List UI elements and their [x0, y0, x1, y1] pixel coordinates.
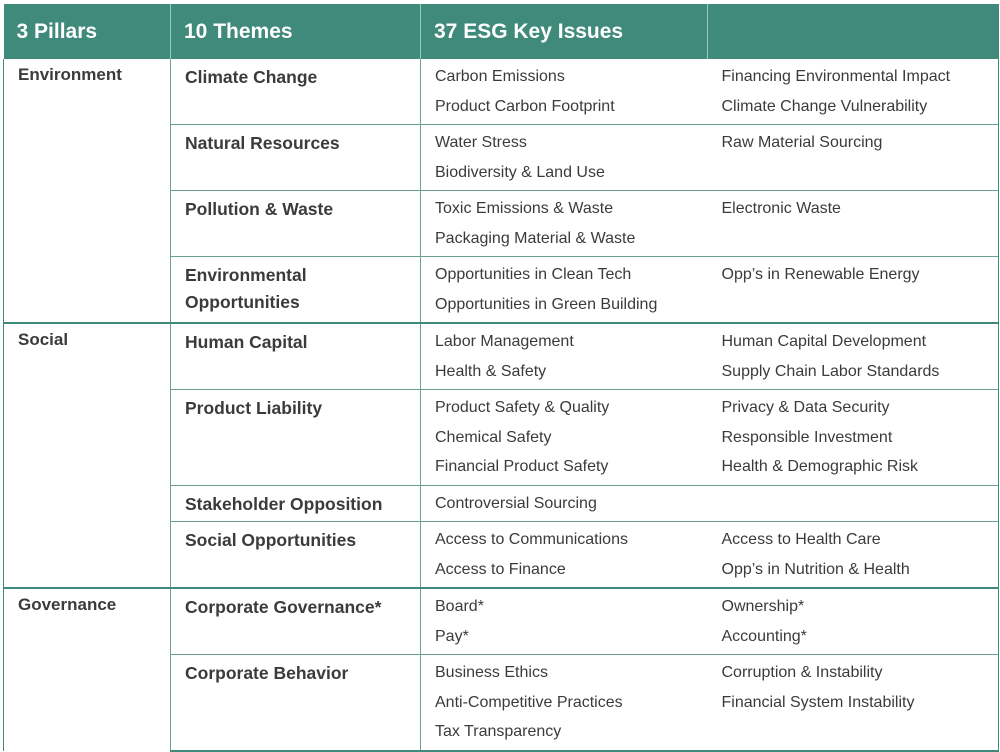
key-issue: Health & Safety — [435, 362, 547, 380]
theme-environmental-opportunities: Environmental Opportunities — [171, 257, 421, 324]
key-issue: Electronic Waste — [721, 200, 841, 217]
theme-climate-change: Climate Change — [171, 59, 421, 125]
key-issue: Water Stress — [435, 134, 527, 151]
key-issue: Labor Management — [435, 333, 574, 350]
table-row — [4, 59, 999, 125]
key-issue: Raw Material Sourcing — [721, 134, 883, 151]
key-issue: Carbon Emissions — [435, 68, 565, 85]
theme-natural-resources: Natural Resources — [171, 125, 421, 191]
issues-left-cell — [421, 59, 708, 125]
issues-right-cell — [708, 191, 999, 257]
issues-left-cell — [421, 191, 708, 257]
key-issue: Controversial Sourcing — [435, 494, 597, 512]
theme-pollution-waste: Pollution & Waste — [171, 191, 421, 257]
table-body — [4, 59, 999, 751]
key-issue: Financial Product Safety — [435, 458, 609, 475]
key-issue: Human Capital Development — [721, 333, 927, 350]
pillar-governance: Governance — [4, 588, 171, 751]
header-themes: 10 Themes — [171, 4, 421, 59]
key-issue: Toxic Emissions & Waste — [435, 200, 614, 217]
issues-left-cell — [421, 323, 708, 390]
theme-product-liability: Product Liability — [171, 390, 421, 486]
key-issue: Board* — [435, 598, 484, 615]
key-issue: Privacy & Data Security — [721, 399, 890, 416]
key-issue: Packaging Material & Waste — [435, 229, 636, 247]
header-key-issues-continued — [708, 4, 999, 59]
key-issue: Accounting* — [721, 627, 807, 645]
issues-right-cell — [708, 485, 999, 522]
table-row — [4, 588, 999, 655]
issues-right-cell — [708, 257, 999, 324]
theme-stakeholder-opposition: Stakeholder Opposition — [171, 485, 421, 522]
esg-key-issues-table — [3, 4, 999, 752]
issues-right-cell — [708, 59, 999, 125]
key-issue: Product Carbon Footprint — [435, 97, 615, 115]
key-issue: Access to Communications — [435, 531, 628, 548]
key-issue: Access to Health Care — [721, 531, 881, 548]
table-row — [4, 323, 999, 390]
key-issue: Financial System Instability — [721, 693, 915, 711]
key-issue: Product Safety & Quality — [435, 399, 610, 416]
key-issue: Ownership* — [721, 598, 805, 615]
issues-left-cell — [421, 522, 708, 589]
theme-corporate-governance: Corporate Governance* — [171, 588, 421, 655]
issues-left-cell — [421, 485, 708, 522]
key-issue: Tax Transparency — [435, 723, 562, 740]
issues-right-cell — [708, 125, 999, 191]
key-issue: Responsible Investment — [721, 428, 893, 446]
key-issue: Biodiversity & Land Use — [435, 163, 605, 181]
theme-corporate-behavior: Corporate Behavior — [171, 655, 421, 751]
issues-left-cell — [421, 588, 708, 655]
issues-right-cell — [708, 655, 999, 751]
issues-right-cell — [708, 323, 999, 390]
pillar-social: Social — [4, 323, 171, 588]
key-issue: Supply Chain Labor Standards — [721, 362, 940, 380]
key-issue: Chemical Safety — [435, 428, 552, 446]
key-issue: Access to Finance — [435, 560, 566, 578]
key-issue: Climate Change Vulnerability — [721, 97, 928, 115]
key-issue: Pay* — [435, 627, 469, 645]
theme-social-opportunities: Social Opportunities — [171, 522, 421, 589]
issues-right-cell — [708, 522, 999, 589]
header-pillars: 3 Pillars — [4, 4, 171, 59]
key-issue: Anti-Competitive Practices — [435, 693, 623, 711]
theme-human-capital: Human Capital — [171, 323, 421, 390]
key-issue: Financing Environmental Impact — [721, 68, 951, 85]
issues-left-cell — [421, 125, 708, 191]
key-issue: Opp’s in Nutrition & Health — [721, 560, 910, 578]
key-issue: Health & Demographic Risk — [721, 458, 919, 475]
issues-right-cell — [708, 390, 999, 486]
key-issue: Business Ethics — [435, 664, 548, 681]
issues-left-cell — [421, 257, 708, 324]
header-key-issues: 37 ESG Key Issues — [421, 4, 708, 59]
key-issue: Opp’s in Renewable Energy — [721, 266, 920, 283]
pillar-environment: Environment — [4, 59, 171, 323]
key-issue: Corruption & Instability — [721, 664, 883, 681]
issues-left-cell — [421, 390, 708, 486]
issues-right-cell — [708, 588, 999, 655]
table-header-row — [4, 4, 999, 59]
key-issue: Opportunities in Clean Tech — [435, 266, 632, 283]
key-issue: Opportunities in Green Building — [435, 295, 658, 313]
issues-left-cell — [421, 655, 708, 751]
